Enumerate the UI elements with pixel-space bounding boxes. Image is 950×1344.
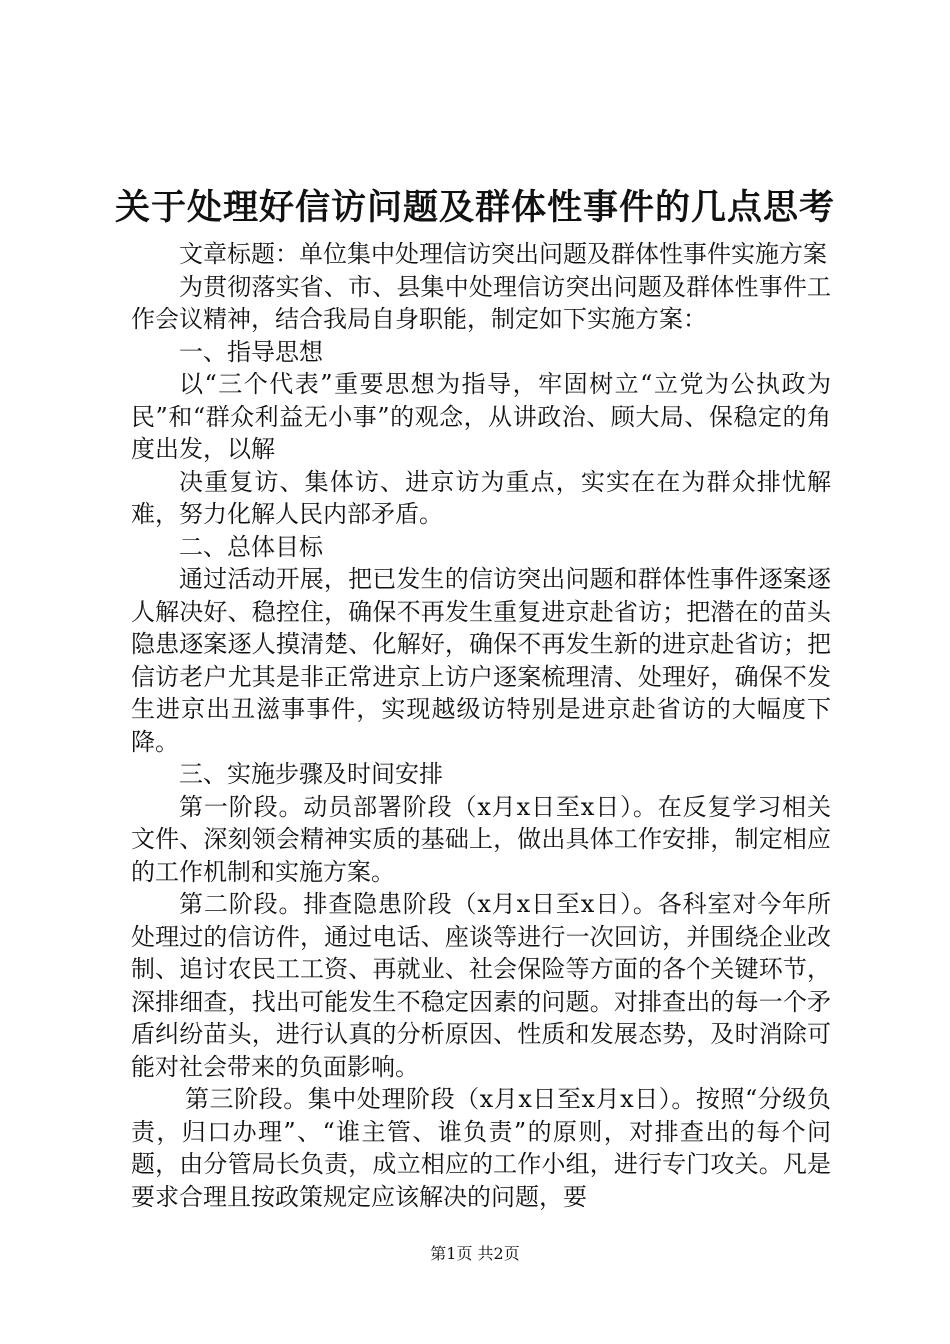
document-body [131,238,831,1213]
page-number-footer: 第1页 共2页 [430,1244,520,1263]
body-paragraph: 通过活动开展，把已发生的信访突出问题和群体性事件逐案逐人解决好、稳控住，确保不再发生重复进京赴省访；把潜在的苗头隐患逐案逐人摸清楚、化解好，确保不再发生新的进京赴省访；把信访老户尤其是非正常进京上访户逐案梳理清、处理好，确保不发生进京出丑滋事事件，实现越级访特别是进京赴省访的大幅度下降。 [131,565,831,756]
stage-three-paragraph: 第三阶段。集中处理阶段（x月x日至x月x日）。按照“分级负责，归口办理”、“谁主管、谁负责”的原则，对排查出的每个问题，由分管局长负责，成立相应的工作小组，进行专门攻关。凡是要求合理且按政策规定应该解决的问题，要 [131,1085,831,1211]
section-heading-steps-schedule: 三、实施步骤及时间安排 [179,760,443,788]
body-paragraph: 以“三个代表”重要思想为指导，牢固树立“立党为公执政为民”和“群众利益无小事”的观念，从讲政治、顾大局、保稳定的角度出发，以解 [131,370,831,463]
stage-two-paragraph: 第二阶段。排查隐患阶段（x月x日至x日）。各科室对今年所处理过的信访件，通过电话、座谈等进行一次回访，并围绕企业改制、追讨农民工工资、再就业、社会保险等方面的各个关键环节，深排细查，找出可能发生不稳定因素的问题。对排查出的每一个矛盾纠纷苗头，进行认真的分析原因、性质和发展态势，及时消除可能对社会带来的负面影响。 [131,890,831,1081]
stage-one-paragraph: 第一阶段。动员部署阶段（x月x日至x日）。在反复学习相关文件、深刻领会精神实质的基础上，做出具体工作安排，制定相应的工作机制和实施方案。 [131,792,831,886]
article-title-paragraph: 文章标题：单位集中处理信访突出问题及群体性事件实施方案 [179,240,827,268]
body-paragraph: 决重复访、集体访、进京访为重点，实实在在为群众排忧解难，努力化解人民内部矛盾。 [131,467,831,528]
section-heading-guiding-ideology: 一、指导思想 [179,337,323,366]
intro-paragraph: 为贯彻落实省、市、县集中处理信访突出问题及群体性事件工作会议精神，结合我局自身职能，制定如下实施方案： [131,272,831,333]
section-heading-overall-goal: 二、总体目标 [179,532,323,561]
page-title: 关于处理好信访问题及群体性事件的几点思考 [114,187,835,228]
